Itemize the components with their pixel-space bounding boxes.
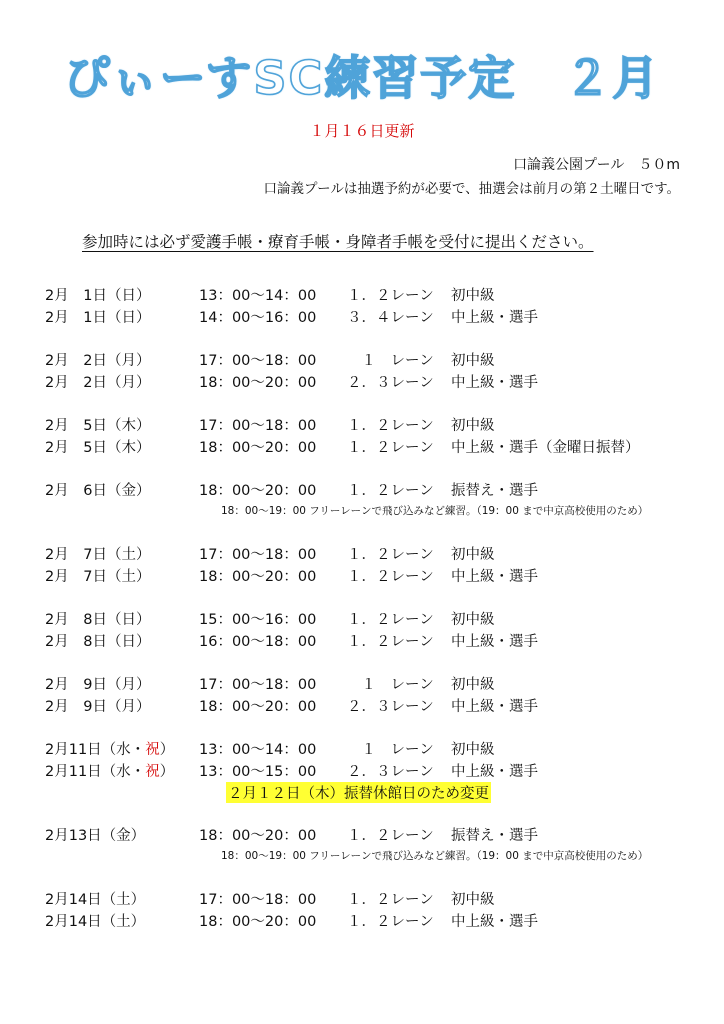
row-date: 2月 1日（日） <box>45 310 151 326</box>
schedule-row <box>45 479 705 501</box>
row-lane: ２．３レーン <box>347 699 434 715</box>
change-notice-text: ２月１２日（木）振替休館日のため変更 <box>226 782 491 803</box>
lottery-note: 口論義プールは抽選予約が必要で、抽選会は前月の第２土曜日です。 <box>263 181 680 197</box>
schedule-row <box>45 760 705 782</box>
free-lane-note <box>45 501 705 522</box>
row-level: 初中級 <box>451 677 495 693</box>
row-level: 初中級 <box>451 892 495 908</box>
row-time: 16：00～18：00 <box>199 634 317 650</box>
row-date: 2月14日（土） <box>45 892 146 908</box>
row-lane: １ レーン <box>347 353 434 369</box>
updated-date: １月１６日更新 <box>309 122 415 140</box>
row-date: 2月 9日（月） <box>45 699 151 715</box>
row-date: 2月 6日（金） <box>45 483 151 499</box>
free-lane-note-text: 18：00～19：00 フリーレーンで飛び込みなど練習。（19：00 まで中京高校使用のため） <box>221 505 649 517</box>
row-time: 18：00～20：00 <box>199 569 317 585</box>
row-date-end: ） <box>159 764 175 780</box>
row-lane: １ レーン <box>347 677 434 693</box>
row-time: 18：00～20：00 <box>199 440 317 456</box>
row-time: 18：00～20：00 <box>199 828 317 844</box>
row-time: 17：00～18：00 <box>199 677 317 693</box>
row-date-end: ） <box>159 742 175 758</box>
schedule-row <box>45 565 705 587</box>
schedule-row <box>45 824 705 846</box>
row-date: 2月13日（金） <box>45 828 146 844</box>
row-date: 2月 7日（土） <box>45 547 151 563</box>
schedule-row <box>45 738 705 760</box>
row-lane: １．２レーン <box>347 547 434 563</box>
row-time: 17：00～18：00 <box>199 418 317 434</box>
notice-text: 参加時には必ず愛護手帳・療育手帳・身障者手帳を受付に提出ください。 <box>82 233 594 251</box>
row-level: 初中級 <box>451 418 495 434</box>
row-level: 振替え・選手 <box>451 483 538 499</box>
row-lane: １．２レーン <box>347 828 434 844</box>
row-time: 13：00～15：00 <box>199 764 317 780</box>
free-lane-note-text: 18：00～19：00 フリーレーンで飛び込みなど練習。（19：00 まで中京高校使用のため） <box>221 850 649 862</box>
row-level: 中上級・選手 <box>451 699 538 715</box>
free-lane-note <box>45 846 705 867</box>
row-lane: １．２レーン <box>347 483 434 499</box>
row-lane: １．２レーン <box>347 569 434 585</box>
row-lane: １．２レーン <box>347 612 434 628</box>
row-level: 初中級 <box>451 612 495 628</box>
row-time: 18：00～20：00 <box>199 375 317 391</box>
schedule-list <box>45 284 705 932</box>
row-lane: １．２レーン <box>347 440 434 456</box>
schedule-row <box>45 910 705 932</box>
schedule-row <box>45 630 705 652</box>
row-date: 2月 1日（日） <box>45 288 151 304</box>
venue-label: 口論義公園プール ５０m <box>513 157 680 173</box>
row-date: 2月 2日（月） <box>45 353 151 369</box>
schedule-row <box>45 436 705 458</box>
row-lane: １．２レーン <box>347 288 434 304</box>
schedule-row <box>45 284 705 306</box>
row-time: 14：00～16：00 <box>199 310 317 326</box>
row-level: 初中級 <box>451 547 495 563</box>
change-notice <box>45 782 705 803</box>
schedule-row <box>45 673 705 695</box>
row-level: 初中級 <box>451 288 495 304</box>
row-lane: １ レーン <box>347 742 434 758</box>
row-level: 中上級・選手（金曜日振替） <box>451 440 640 456</box>
row-level: 初中級 <box>451 742 495 758</box>
row-date: 2月 5日（木） <box>45 418 151 434</box>
row-level: 中上級・選手 <box>451 569 538 585</box>
row-level: 初中級 <box>451 353 495 369</box>
row-time: 18：00～20：00 <box>199 914 317 930</box>
row-date: 2月 2日（月） <box>45 375 151 391</box>
row-date: 2月 8日（日） <box>45 612 151 628</box>
holiday-mark: 祝 <box>145 742 160 758</box>
schedule-row <box>45 371 705 393</box>
row-date <box>45 738 174 759</box>
row-level: 中上級・選手 <box>451 310 538 326</box>
row-date: 2月 8日（日） <box>45 634 151 650</box>
row-time: 17：00～18：00 <box>199 547 317 563</box>
row-time: 17：00～18：00 <box>199 353 317 369</box>
row-lane: １．２レーン <box>347 892 434 908</box>
row-date-start: 2月11日（水・ <box>45 764 146 780</box>
schedule-row <box>45 306 705 328</box>
row-date: 2月 7日（土） <box>45 569 151 585</box>
row-time: 15：00～16：00 <box>199 612 317 628</box>
row-level: 中上級・選手 <box>451 914 538 930</box>
row-level: 中上級・選手 <box>451 375 538 391</box>
row-lane: ３．４レーン <box>347 310 434 326</box>
row-lane: ２．３レーン <box>347 764 434 780</box>
row-time: 13：00～14：00 <box>199 742 317 758</box>
row-time: 17：00～18：00 <box>199 892 317 908</box>
schedule-row <box>45 349 705 371</box>
row-time: 18：00～20：00 <box>199 483 317 499</box>
row-lane: １．２レーン <box>347 914 434 930</box>
row-lane: ２．３レーン <box>347 375 434 391</box>
schedule-row <box>45 888 705 910</box>
row-lane: １．２レーン <box>347 634 434 650</box>
row-date <box>45 760 174 781</box>
page-title: ぴぃーすSC練習予定 ２月 <box>63 51 661 105</box>
holiday-mark: 祝 <box>145 764 160 780</box>
row-date: 2月14日（土） <box>45 914 146 930</box>
row-lane: １．２レーン <box>347 418 434 434</box>
row-level: 中上級・選手 <box>451 634 538 650</box>
schedule-row <box>45 414 705 436</box>
row-date: 2月 5日（木） <box>45 440 151 456</box>
row-time: 18：00～20：00 <box>199 699 317 715</box>
schedule-row <box>45 543 705 565</box>
schedule-row <box>45 608 705 630</box>
row-level: 中上級・選手 <box>451 764 538 780</box>
row-level: 振替え・選手 <box>451 828 538 844</box>
schedule-row <box>45 695 705 717</box>
row-date-start: 2月11日（水・ <box>45 742 146 758</box>
row-date: 2月 9日（月） <box>45 677 151 693</box>
row-time: 13：00～14：00 <box>199 288 317 304</box>
